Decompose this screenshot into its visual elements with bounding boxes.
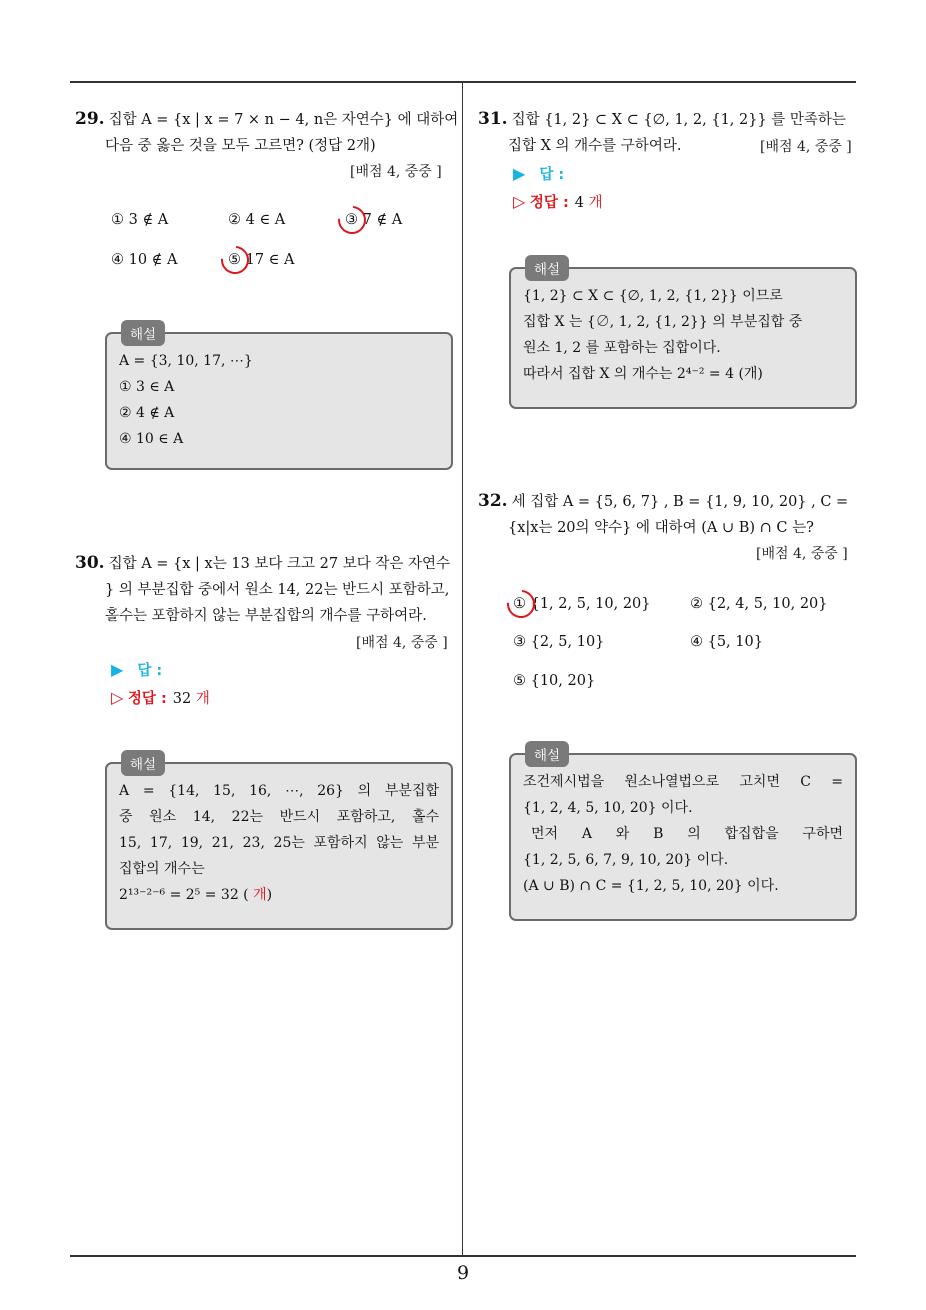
column-divider: [462, 82, 463, 1257]
q32-score: [배점 4, 중중 ]: [756, 546, 848, 562]
q31-score: [배점 4, 중중 ]: [760, 139, 852, 155]
q29-number: 29.: [75, 109, 105, 129]
q30-key-value: 32: [172, 691, 192, 707]
q32-explain-line: {1, 2, 4, 5, 10, 20} 이다.: [523, 800, 693, 816]
q29-score: [배점 4, 중중 ]: [350, 164, 442, 180]
q30-text-line3: 홀수는 포함하지 않는 부분집합의 개수를 구하여라.: [105, 608, 427, 624]
q30-key-label: 정답 :: [127, 691, 167, 707]
q29-choice-1[interactable]: ① 3 ∉ A: [111, 212, 169, 228]
q29-marked-circle-5: [215, 240, 254, 279]
q29-text-line2: 다음 중 옳은 것을 모두 고르면? (정답 2개): [105, 138, 376, 154]
q31-text-line1: 집합 {1, 2} ⊂ X ⊂ {∅, 1, 2, {1, 2}} 를 만족하는: [511, 112, 846, 128]
q30-explanation-body: [119, 778, 439, 908]
q29-choice-5[interactable]: ⑤ 17 ∈ A: [228, 252, 295, 268]
q32-explanation-box: [509, 748, 857, 921]
q30-number: 30.: [75, 553, 105, 573]
q30-explain-formula: 2¹³⁻²⁻⁶ = 2⁵ = 32 (: [119, 887, 249, 903]
q29-explanation-body: [119, 348, 439, 452]
q29-choice-2[interactable]: ② 4 ∈ A: [228, 212, 286, 228]
q30-explain-line: 15, 17, 19, 21, 23, 25는 포함하지 않는 부분: [119, 835, 439, 851]
q32-explanation-tag: 해설: [525, 741, 569, 767]
q32-text-line1: 세 집합 A = {5, 6, 7} , B = {1, 9, 10, 20} , C =: [511, 494, 849, 510]
q31-explanation-body: [523, 283, 843, 387]
q30-explanation-box: [105, 757, 453, 930]
q29-explain-line: A = {3, 10, 17, ⋯}: [119, 353, 253, 369]
q32-choice-2[interactable]: ② {2, 4, 5, 10, 20}: [690, 596, 828, 612]
q29-marked-circle-3: [332, 200, 371, 239]
q31-explain-line: 집합 X 는 {∅, 1, 2, {1, 2}} 의 부분집합 중: [523, 314, 803, 330]
q31-explanation-tag: 해설: [525, 255, 569, 281]
q29-explain-line: ① 3 ∈ A: [119, 379, 175, 395]
q32-choice-4[interactable]: ④ {5, 10}: [690, 634, 763, 650]
outline-triangle-icon: ▷: [513, 192, 526, 211]
q32-marked-circle-1: [501, 584, 540, 623]
q31-answer-row: [513, 163, 564, 184]
q30-explain-formula-close: ): [266, 887, 273, 903]
bottom-rule: [70, 1255, 856, 1257]
q30-answer-label: 답 :: [137, 663, 163, 679]
play-triangle-icon: ▶: [111, 660, 124, 679]
q29-choice-4[interactable]: ④ 10 ∉ A: [111, 252, 178, 268]
q29-text-line1: 집합 A = {x | x = 7 × n − 4, n은 자연수} 에 대하여: [108, 112, 459, 128]
q30-explain-formula-unit: 개: [253, 887, 267, 903]
q30-text-line1: 집합 A = {x | x는 13 보다 크고 27 보다 작은 자연수: [108, 556, 450, 572]
q32-choice-3[interactable]: ③ {2, 5, 10}: [513, 634, 605, 650]
q31-number: 31.: [478, 109, 508, 129]
q29-explanation-tag: 해설: [121, 320, 165, 346]
q30-key-row: [111, 687, 210, 708]
q30-score: [배점 4, 중중 ]: [356, 635, 448, 651]
q31-explain-line: {1, 2} ⊂ X ⊂ {∅, 1, 2, {1, 2}} 이므로: [523, 288, 783, 304]
q31-key-row: [513, 191, 603, 212]
q30-text-line2: } 의 부분집합 중에서 원소 14, 22는 반드시 포함하고,: [105, 582, 450, 598]
q29-question: [75, 106, 459, 159]
q32-explanation-body: [523, 769, 843, 899]
q32-explain-line: 조건제시법을 원소나열법으로 고치면 C =: [523, 774, 843, 790]
q32-choice-5[interactable]: ⑤ {10, 20}: [513, 673, 596, 689]
q30-explain-line: A = {14, 15, 16, ⋯, 26} 의 부분집합: [119, 783, 439, 799]
q29-explain-line: ④ 10 ∈ A: [119, 431, 184, 447]
q31-key-unit: 개: [588, 195, 603, 211]
q32-choice-1[interactable]: ① {1, 2, 5, 10, 20}: [513, 596, 651, 612]
q29-explanation-box: [105, 327, 453, 470]
outline-triangle-icon: ▷: [111, 688, 124, 707]
q31-key-value: 4: [574, 195, 585, 211]
q32-explain-line: {1, 2, 5, 6, 7, 9, 10, 20} 이다.: [523, 852, 729, 868]
q32-explain-line: (A ∪ B) ∩ C = {1, 2, 5, 10, 20} 이다.: [523, 878, 779, 894]
q31-answer-label: 답 :: [539, 167, 565, 183]
q29-choice-3[interactable]: ③ 7 ∉ A: [345, 212, 403, 228]
page-number: 9: [456, 1262, 470, 1284]
q31-explain-line: 원소 1, 2 를 포함하는 집합이다.: [523, 340, 721, 356]
q31-text-line2: 집합 X 의 개수를 구하여라.: [508, 138, 682, 154]
top-rule: [70, 81, 856, 83]
q30-explain-line: 집합의 개수는: [119, 861, 205, 877]
q31-key-label: 정답 :: [529, 195, 569, 211]
q32-explain-line: 먼저 A 와 B 의 합집합을 구하면: [531, 826, 843, 842]
play-triangle-icon: ▶: [513, 164, 526, 183]
q32-text-line2: {x|x는 20의 약수} 에 대하여 (A ∪ B) ∩ C 는?: [508, 520, 814, 536]
q30-explain-formula-line: [119, 882, 439, 908]
q30-explanation-tag: 해설: [121, 750, 165, 776]
q29-explain-line: ② 4 ∉ A: [119, 405, 175, 421]
q31-explain-line: 따라서 집합 X 의 개수는 2⁴⁻² = 4 (개): [523, 366, 763, 382]
q30-answer-row: [111, 659, 162, 680]
q32-number: 32.: [478, 491, 508, 511]
q30-explain-line: 중 원소 14, 22는 반드시 포함하고, 홀수: [119, 809, 439, 825]
q32-question: [478, 488, 858, 541]
q31-explanation-box: [509, 262, 857, 409]
q30-key-unit: 개: [195, 691, 210, 707]
q30-question: [75, 550, 455, 629]
